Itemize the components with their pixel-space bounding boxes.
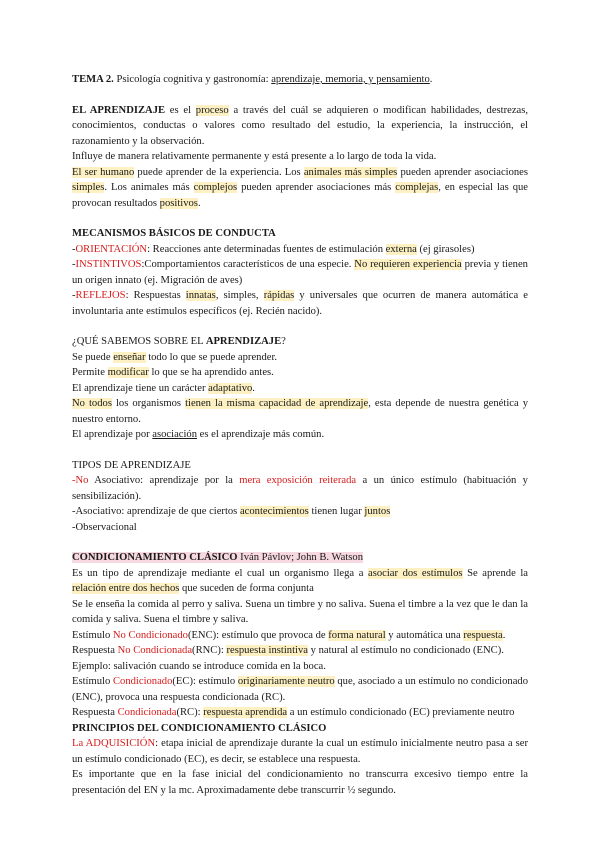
tema-label: TEMA 2.: [72, 74, 114, 85]
instintivos-item: -INSTINTIVOS:Comportamientos característicos de una especie. No requieren experiencia previa y tienen un origen innato (ej. Migración de aves): [72, 259, 528, 286]
tipos-heading: TIPOS DE APRENDIZAJE: [72, 459, 191, 471]
tipo-observacional: -Observacional: [72, 521, 137, 533]
document-title: TEMA 2. Psicología cognitiva y gastronomía: aprendizaje, memoria, y pensamiento.: [72, 74, 433, 85]
enc-definition: Estímulo No Condicionado(ENC): estímulo que provoca de forma natural y automática una respuesta.: [72, 629, 506, 641]
tema-topics: aprendizaje, memoria, y pensamiento: [271, 74, 430, 85]
clasico-ejemplo: Ejemplo: salivación cuando se introduce comida en la boca.: [72, 660, 326, 672]
adquisicion-definition: La ADQUISICIÓN: etapa inicial de aprendizaje durante la cual un estímulo inicialmente neutro pasa a ser un estímulo condicionado (EC), es decir, se establece una respuesta.: [72, 738, 529, 765]
adquisicion-timing: Es importante que en la fase inicial del condicionamiento no transcurra excesivo tiempo entre la presentación del EN y la mc. Aproximadamente debe transcurrir ½ segundo.: [72, 769, 528, 796]
clasico-heading: CONDICIONAMIENTO CLÁSICO Iván Pávlov; John B. Watson: [72, 552, 364, 563]
principios-heading: PRINCIPIOS DEL CONDICIONAMIENTO CLÁSICO: [72, 722, 327, 734]
sabemos-line-5: El aprendizaje por asociación es el aprendizaje más común.: [72, 429, 325, 440]
tipo-no-asociativo: -No Asociativo: aprendizaje por la mera exposición reiterada a un único estímulo (habituación y sensibilización).: [72, 475, 528, 502]
mecanismos-heading: MECANISMOS BÁSICOS DE CONDUCTA: [72, 228, 276, 239]
sabemos-heading: ¿QUÉ SABEMOS SOBRE EL APRENDIZAJE?: [72, 336, 286, 347]
tipo-asociativo: -Asociativo: aprendizaje de que ciertos acontecimientos tienen lugar juntos: [72, 506, 391, 517]
sabemos-line-2: Permite modificar lo que se ha aprendido antes.: [72, 367, 274, 378]
aprendizaje-definition: EL APRENDIZAJE es el proceso a través del cuál se adquieren o modifican habilidades, destrezas, conocimientos, conductas o valores como resultado del estudio, la experiencia, la instrucción, el razonamiento y la observación.: [72, 104, 528, 147]
rnc-definition: Respuesta No Condicionada(RNC): respuesta instintiva y natural al estímulo no condicionado (ENC).: [72, 645, 504, 656]
reflejos-item: -REFLEJOS: Respuestas innatas, simples, rápidas y universales que ocurren de manera automática e involuntaria ante estímulos específicos (ej. Recién nacido).: [72, 290, 528, 317]
aprendizaje-permanence: Influye de manera relativamente permanente y está presente a lo largo de toda la vida.: [72, 151, 437, 162]
ec-definition: Estímulo Condicionado(EC): estímulo originariamente neutro que, asociado a un estímulo no condicionado (ENC), provoca una respuesta condicionada (RC).: [72, 676, 528, 703]
clasico-example-perro: Se le enseña la comida al perro y saliva. Suena un timbre y no saliva. Suena el timbre a la vez que le dan la comida y saliva. Suena el timbre y saliva.: [72, 598, 528, 625]
rc-definition: Respuesta Condicionada(RC): respuesta aprendida a un estímulo condicionado (EC) previamente neutro: [72, 707, 515, 718]
sabemos-line-4: No todos los organismos tienen la misma capacidad de aprendizaje, esta depende de nuestra genética y nuestro entorno.: [72, 398, 529, 425]
sabemos-line-3: El aprendizaje tiene un carácter adaptativo.: [72, 382, 255, 394]
orientacion-item: -ORIENTACIÓN: Reacciones ante determinadas fuentes de estimulación externa (ej girasoles): [72, 243, 475, 255]
clasico-definition: Es un tipo de aprendizaje mediante el cual un organismo llega a asociar dos estímulos Se aprende la relación entre dos hechos que suceden de forma conjunta: [72, 567, 529, 594]
sabemos-line-1: Se puede enseñar todo lo que se puede aprender.: [72, 351, 278, 363]
aprendizaje-experience: El ser humano puede aprender de la experiencia. Los animales más simples pueden aprender asociaciones simples. Los animales más complejos pueden aprender asociaciones más complejas, en especial las que provocan resultados positivos.: [72, 166, 529, 209]
